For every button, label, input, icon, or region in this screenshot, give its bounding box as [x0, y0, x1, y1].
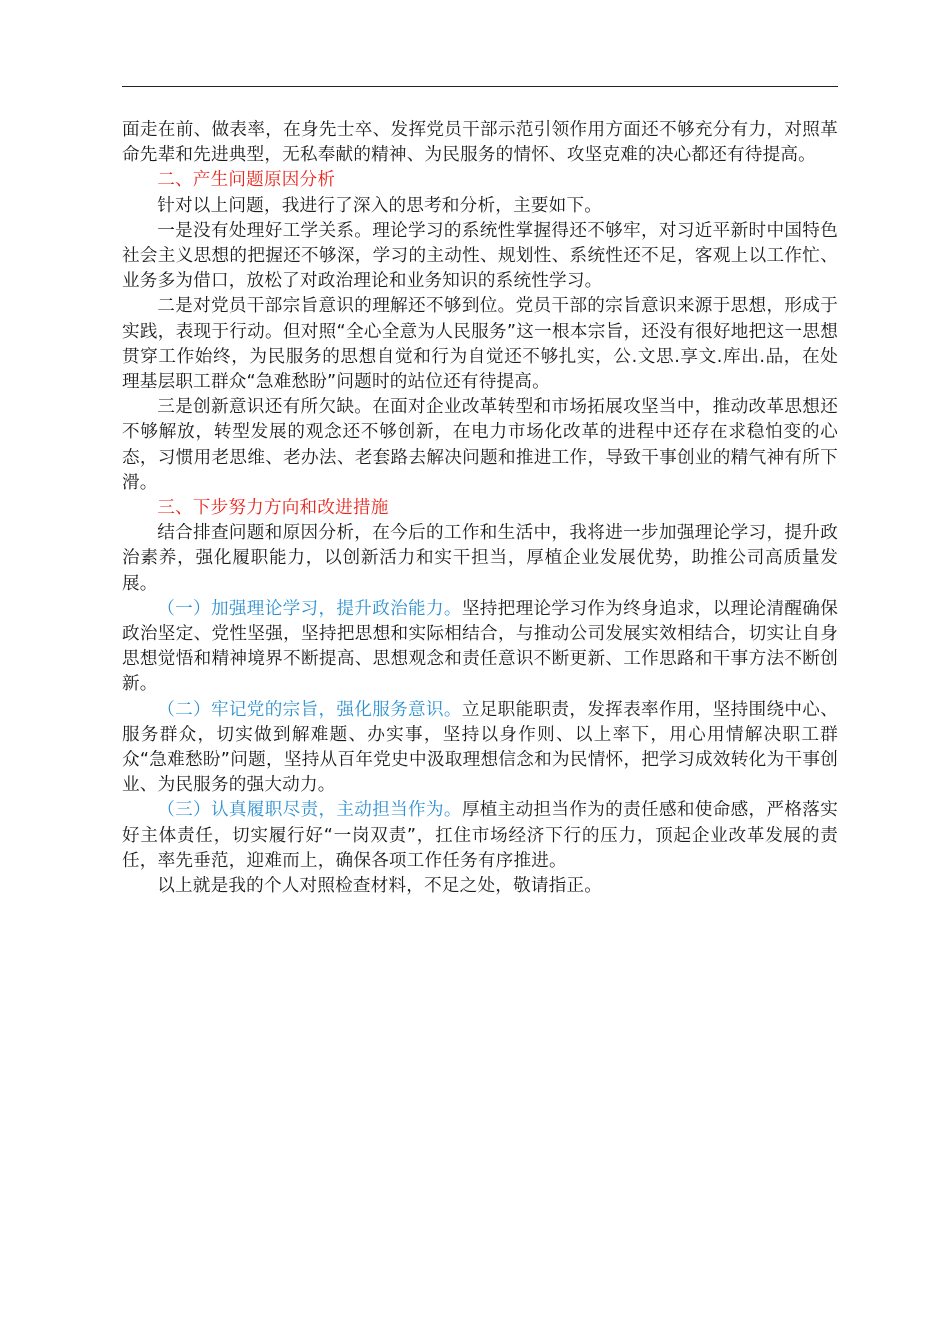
closing-paragraph: 以上就是我的个人对照检查材料，不足之处，敬请指正。 [157, 876, 603, 897]
measure-item-3 [122, 798, 838, 874]
measure-item-1-body: 坚持把理论学习作为终身追求，以理论清醒确保政治坚定、党性坚强，坚持把思想和实际相结合，与推动公司发展实效相结合，切实让自身思想觉悟和精神境界不断提高、思想观念和责任意识不断更新、工作思路和干事方法不断创新。 [122, 598, 839, 695]
section-2-paragraph-2: 二是对党员干部宗旨意识的理解还不够到位。党员干部的宗旨意识来源于思想，形成于实践，表现于行动。但对照“全心全意为人民服务”这一根本宗旨，还没有很好地把这一思想贯穿工作始终，为民服务的思想自觉和行为自觉还不够扎实，公.文思.享文.库出.品，在处理基层职工群众“急难愁盼”问题时的站位还有待提高。 [122, 296, 838, 393]
measure-item-1-lead: （一）加强理论学习，提升政治能力。 [157, 598, 462, 619]
measure-item-2-lead: （二）牢记党的宗旨，强化服务意识。 [157, 699, 462, 720]
measure-item-1 [122, 597, 838, 698]
section-2-intro: 针对以上问题，我进行了深入的思考和分析，主要如下。 [157, 195, 603, 216]
measure-item-2-body: 立足职能职责，发挥表率作用，坚持围绕中心、服务群众，切实做到解难题、办实事，坚持以身作则、以上率下，用心用情解决职工群众“急难愁盼”问题，坚持从百年党史中汲取理想信念和为民情怀，把学习成效转化为干事创业、为民服务的强大动力。 [122, 699, 839, 796]
continued-paragraph: 面走在前、做表率，在身先士卒、发挥党员干部示范引领作用方面还不够充分有力，对照革命先辈和先进典型，无私奉献的精神、为民服务的情怀、攻坚克难的决心都还有待提高。 [122, 120, 838, 166]
section-2-heading: 二、产生问题原因分析 [157, 170, 336, 191]
section-3-heading: 三、下步努力方向和改进措施 [157, 498, 389, 519]
document-body [122, 118, 838, 899]
header-rule [122, 86, 838, 87]
measure-item-2 [122, 698, 838, 799]
section-3-intro: 结合排查问题和原因分析，在今后的工作和生活中，我将进一步加强理论学习，提升政治素养，强化履职能力，以创新活力和实干担当，厚植企业发展优势，助推公司高质量发展。 [122, 523, 838, 594]
section-2-paragraph-3: 三是创新意识还有所欠缺。在面对企业改革转型和市场拓展攻坚当中，推动改革思想还不够解放，转型发展的观念还不够创新，在电力市场化改革的进程中还存在求稳怕变的心态，习惯用老思维、老办法、老套路去解决问题和推进工作，导致干事创业的精气神有所下滑。 [122, 397, 838, 493]
measure-item-3-lead: （三）认真履职尽责，主动担当作为。 [157, 800, 462, 821]
measure-item-3-body: 厚植主动担当作为的责任感和使命感，严格落实好主体责任，切实履行好“一岗双责”，扛住市场经济下行的压力，顶起企业改革发展的责任，率先垂范，迎难而上，确保各项工作任务有序推进。 [122, 800, 839, 871]
section-2-paragraph-1: 一是没有处理好工学关系。理论学习的系统性掌握得还不够牢，对习近平新时中国特色社会主义思想的把握还不够深，学习的主动性、规划性、系统性还不足，客观上以工作忙、业务多为借口，放松了对政治理论和业务知识的系统性学习。 [122, 220, 838, 292]
